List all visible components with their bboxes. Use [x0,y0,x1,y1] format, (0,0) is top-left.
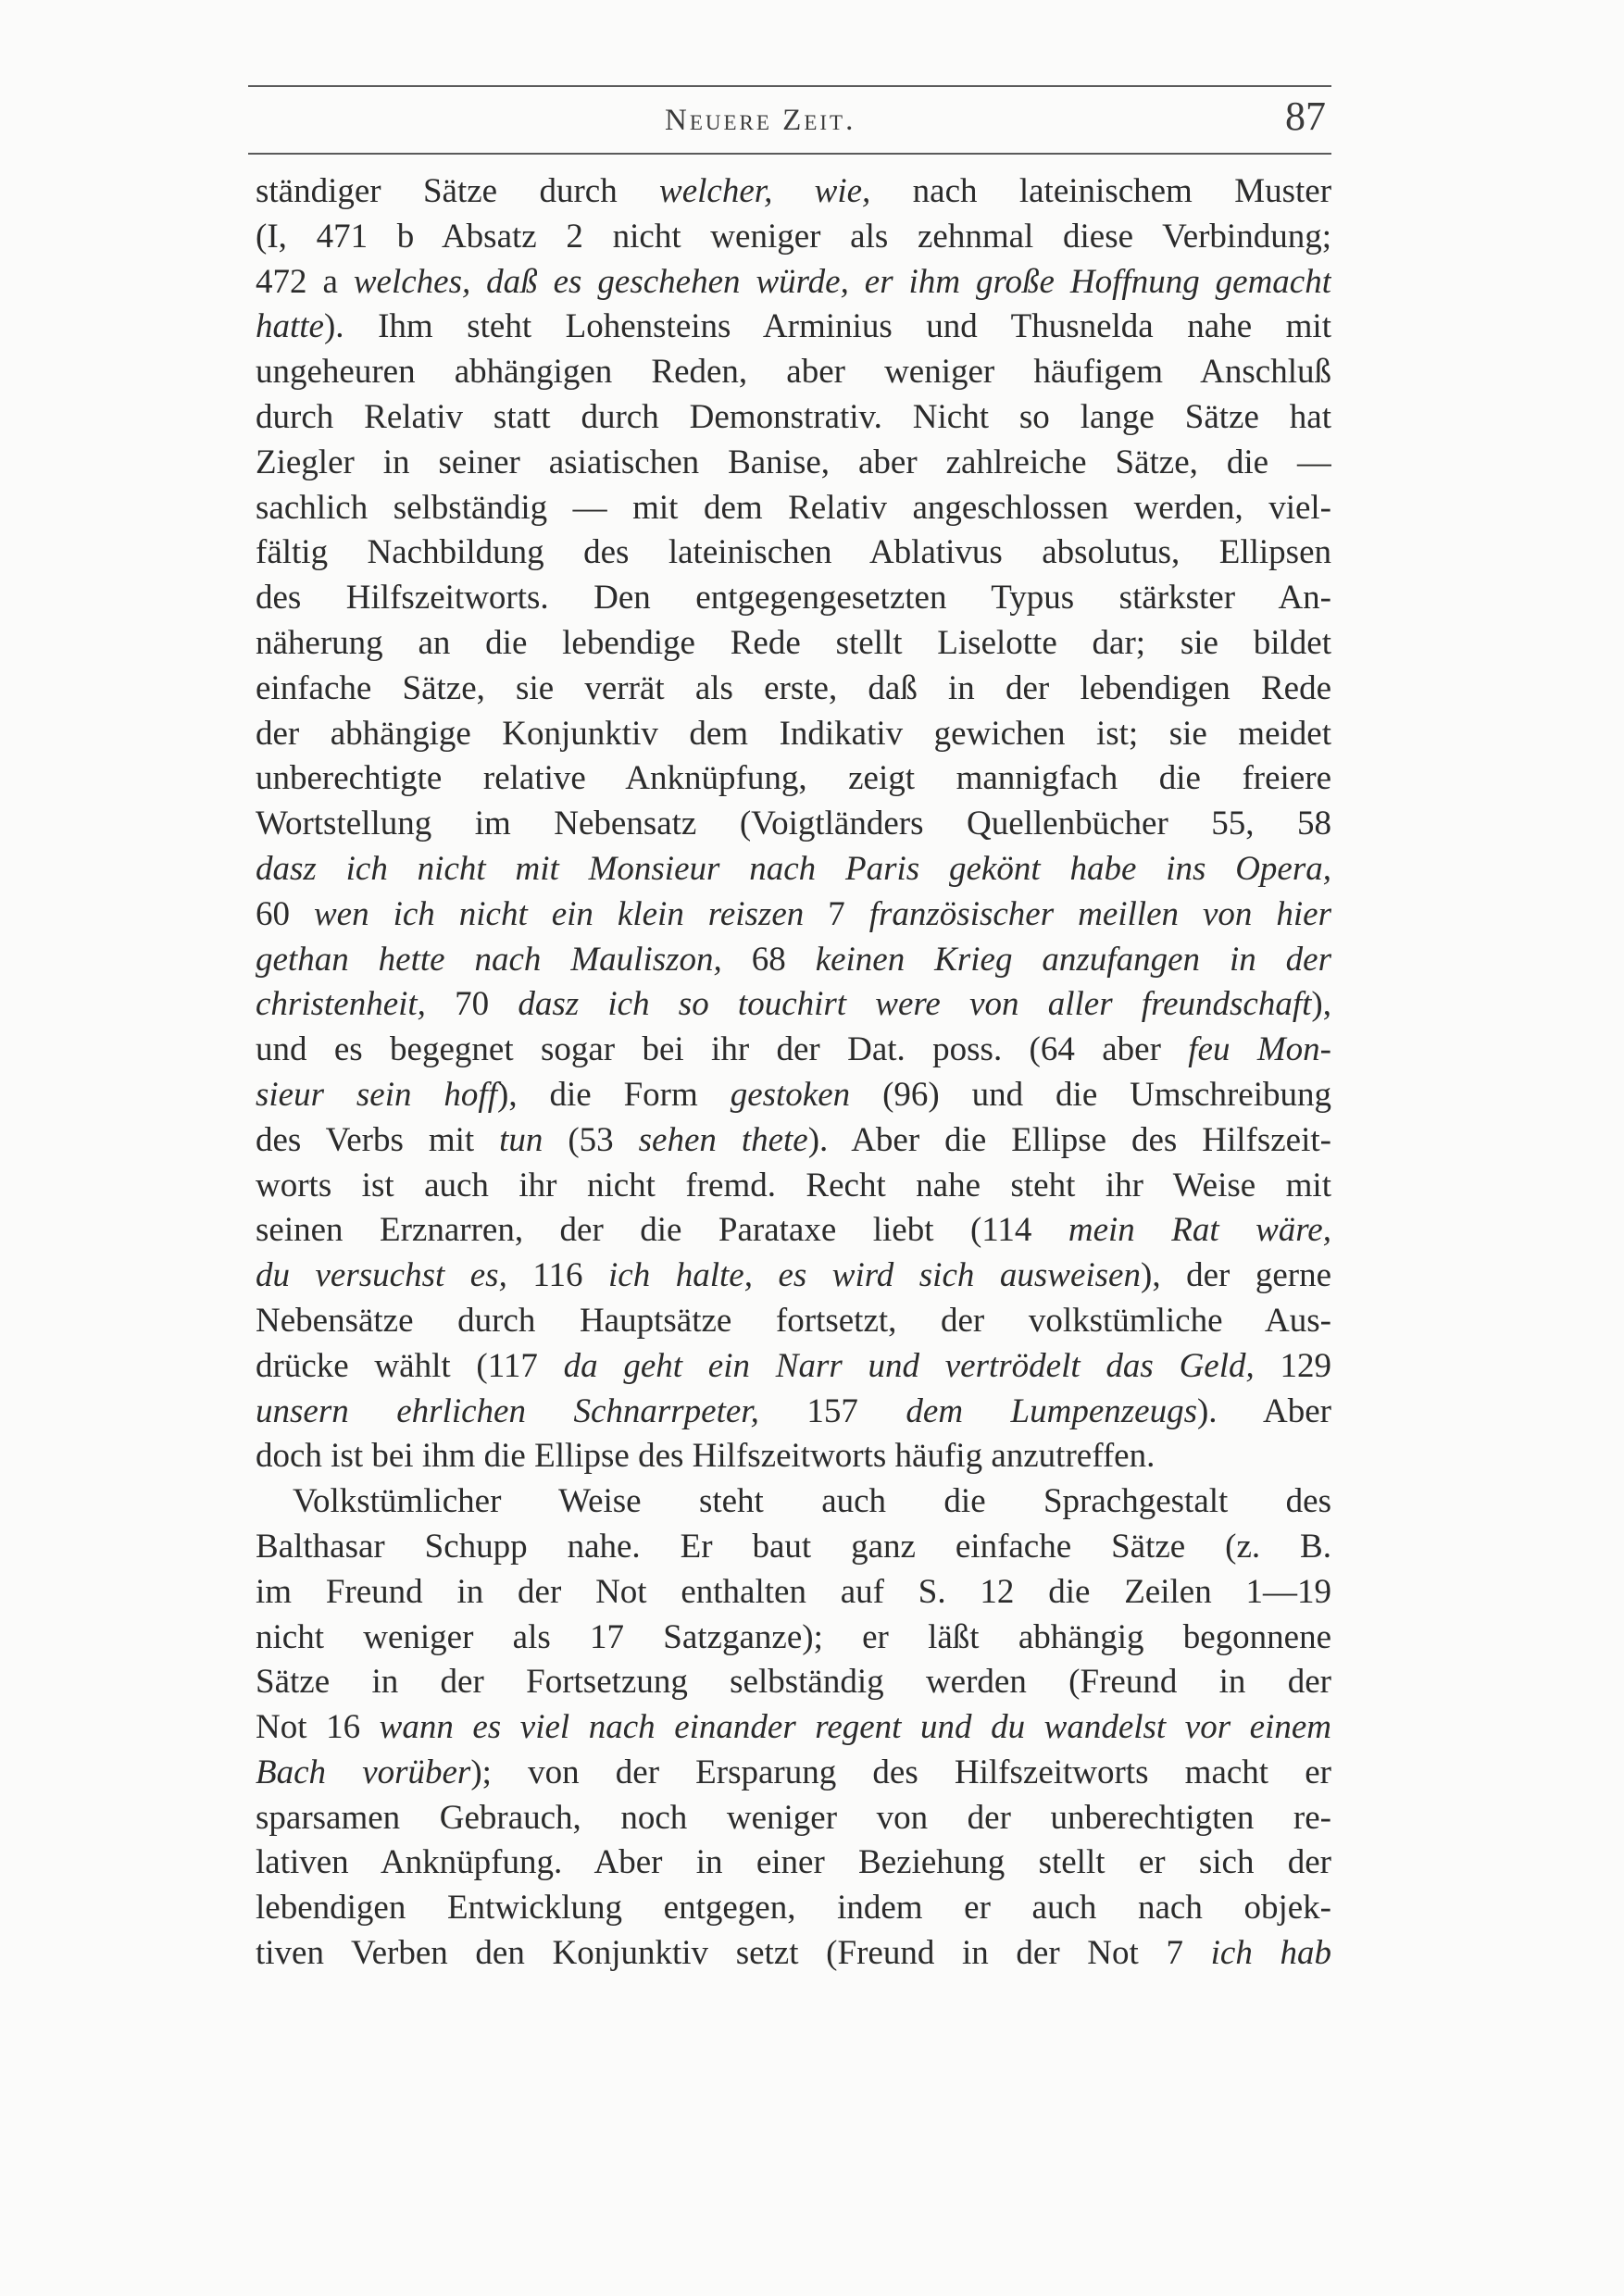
text-line [256,1570,1331,1616]
italic-segment: unsern ehrlichen Schnarrpeter, [256,1391,759,1430]
text-line [256,1344,1331,1390]
italic-segment: hatte [256,307,324,346]
italic-segment: wann es viel nach einander regent und du wandelst vor einem [379,1708,1331,1747]
text-line [256,1299,1331,1344]
text-line [256,847,1331,892]
text-segment: 60 [256,894,314,933]
text-segment: näherung an die lebendige Rede stellt Liselotte dar; sie bildet [256,623,1331,662]
text-segment: sachlich selbständig — mit dem Relativ angeschlossen werden, viel- [256,488,1331,527]
text-line [256,260,1331,306]
italic-segment: französischer meillen von hier [868,894,1331,933]
text-segment: ). Ihm steht Lohensteins Arminius und Thusnelda nahe mit [323,307,1331,346]
text-segment: nicht weniger als 17 Satzganze); er läßt abhängig begonnene [256,1617,1331,1656]
italic-segment: Bach vorüber [256,1753,471,1791]
italic-segment: gestoken [730,1075,851,1114]
text-line [256,712,1331,757]
text-segment: (I, 471 b Absatz 2 nicht weniger als zehnmal diese Verbindung; [256,217,1331,256]
text-line [256,441,1331,486]
text-segment: doch ist bei ihm die Ellipse des Hilfszeitworts häufig anzutreffen. [256,1437,1156,1476]
text-segment: 7 [804,894,869,933]
text-segment: (96) und die Umschreibung [850,1075,1331,1114]
italic-segment: dasz ich nicht mit Monsieur nach Paris gekönt habe ins Opera, [256,849,1331,888]
text-segment: nach lateinischem Muster [870,172,1331,210]
text-segment: 116 [506,1256,608,1295]
text-line [256,1434,1331,1479]
italic-segment: sieur sein hoff [256,1075,497,1114]
italic-segment: keinen Krieg anzufangen in der [815,940,1331,979]
italic-segment: mein Rat wäre, [1068,1211,1331,1250]
text-line [256,305,1331,350]
running-title: Neuere Zeit. [665,104,856,137]
text-segment: 157 [758,1391,906,1430]
text-segment: sparsamen Gebrauch, noch weniger von der unberechtigten re- [256,1798,1331,1837]
text-segment: ). Aber [1196,1391,1331,1430]
italic-segment: welches, daß es geschehen würde, er ihm große Hoffnung gemacht [353,262,1331,301]
text-segment: Not 16 [256,1708,380,1747]
text-line [256,1254,1331,1299]
text-segment: drücke wählt (117 [256,1346,564,1385]
text-segment: lebendigen Entwicklung entgegen, indem er auch nach objek- [256,1889,1331,1928]
text-segment: einfache Sätze, sie verrät als erste, daß in der lebendigen Rede [256,668,1331,707]
text-segment: ), [1311,985,1331,1024]
text-segment: ungeheuren abhängigen Reden, aber weniger häufigem Anschluß [256,353,1331,392]
text-segment: Ziegler in seiner asiatischen Banise, aber zahlreiche Sätze, die — [256,443,1331,481]
text-line [256,982,1331,1028]
text-line [256,1796,1331,1841]
text-line [256,215,1331,260]
text-line [256,1841,1331,1886]
italic-segment: ich halte, es wird sich ausweisen [608,1256,1141,1295]
italic-segment: gethan hette nach Mauliszon, [256,940,722,979]
text-segment: 129 [1254,1346,1331,1385]
text-segment: 68 [721,940,816,979]
text-segment: 472 a [256,262,354,301]
text-segment: unberechtigte relative Anknüpfung, zeigt mannigfach die freiere [256,759,1331,798]
text-line [256,1390,1331,1435]
text-segment: Sätze in der Fortsetzung selbständig werden (Freund in der [256,1663,1331,1702]
text-segment: Volkstümlicher Weise steht auch die Sprachgestalt des [293,1482,1331,1521]
text-line [256,395,1331,441]
text-line [256,1525,1331,1570]
text-segment: ständiger Sätze durch [256,172,660,210]
text-segment: ), die Form [497,1075,731,1114]
text-line [256,667,1331,712]
page-number: 87 [1285,94,1326,139]
text-line [256,530,1331,576]
text-segment: (53 [543,1120,639,1159]
italic-segment: ich hab [1210,1934,1331,1973]
text-segment: durch Relativ statt durch Demonstrativ. Nicht so lange Sätze hat [256,397,1331,436]
text-segment: 70 [425,985,518,1024]
italic-segment: christenheit, [256,985,426,1024]
text-segment: seinen Erznarren, der die Parataxe liebt (114 [256,1211,1068,1250]
text-line [256,1705,1331,1751]
text-line [256,892,1331,938]
text-line [256,1118,1331,1164]
text-line [256,169,1331,215]
text-line [256,1479,1331,1525]
text-line [256,350,1331,395]
text-segment: Nebensätze durch Hauptsätze fortsetzt, der volkstümliche Aus- [256,1301,1331,1340]
text-segment: ). Aber die Ellipse des Hilfszeit- [807,1120,1331,1159]
italic-segment: feu Mon- [1188,1030,1331,1069]
italic-segment: da geht ein Narr und vertrödelt das Geld, [563,1346,1255,1385]
header-top-rule [248,85,1331,87]
text-segment: und es begegnet sogar bei ihr der Dat. poss. (64 aber [256,1030,1189,1069]
text-line [256,756,1331,802]
text-line [256,621,1331,667]
text-line [256,1208,1331,1254]
text-segment: Balthasar Schupp nahe. Er baut ganz einfache Sätze (z. B. [256,1527,1331,1566]
text-line [256,1164,1331,1209]
text-line [256,1616,1331,1661]
text-segment: der abhängige Konjunktiv dem Indikativ gewichen ist; sie meidet [256,714,1331,753]
text-line [256,938,1331,983]
italic-segment: welcher, wie, [659,172,871,210]
text-segment: worts ist auch ihr nicht fremd. Recht nahe steht ihr Weise mit [256,1166,1331,1204]
text-segment: des Hilfszeitworts. Den entgegengesetzten Typus stärkster An- [256,579,1331,618]
text-segment: fältig Nachbildung des lateinischen Ablativus absolutus, Ellipsen [256,533,1331,572]
text-segment: tiven Verben den Konjunktiv setzt (Freund in der Not 7 [256,1934,1211,1973]
italic-segment: wen ich nicht ein klein reiszen [313,894,805,933]
text-line [256,1073,1331,1118]
text-line [256,1028,1331,1073]
text-line [256,1660,1331,1705]
running-head [248,93,1331,148]
text-segment: im Freund in der Not enthalten auf S. 12 die Zeilen 1—19 [256,1572,1331,1611]
text-line [256,576,1331,621]
text-line [256,802,1331,847]
italic-segment: sehen thete [638,1120,808,1159]
text-segment: Wortstellung im Nebensatz (Voigtländers Quellenbücher 55, 58 [256,805,1331,843]
italic-segment: du versuchst es, [256,1256,507,1295]
text-segment: ); von der Ersparung des Hilfszeitworts macht er [470,1753,1331,1791]
italic-segment: tun [499,1120,543,1159]
text-line [256,486,1331,531]
text-line [256,1751,1331,1796]
body-text [256,169,1331,2141]
text-line [256,1931,1331,1977]
text-segment: lativen Anknüpfung. Aber in einer Beziehung stellt er sich der [256,1843,1331,1882]
italic-segment: dasz ich so touchirt were von aller freundschaft [518,985,1312,1024]
text-segment: ), der gerne [1141,1256,1331,1295]
text-segment: des Verbs mit [256,1120,500,1159]
italic-segment: dem Lumpenzeugs [906,1391,1197,1430]
text-line [256,1886,1331,1931]
header-bottom-rule [248,153,1331,155]
